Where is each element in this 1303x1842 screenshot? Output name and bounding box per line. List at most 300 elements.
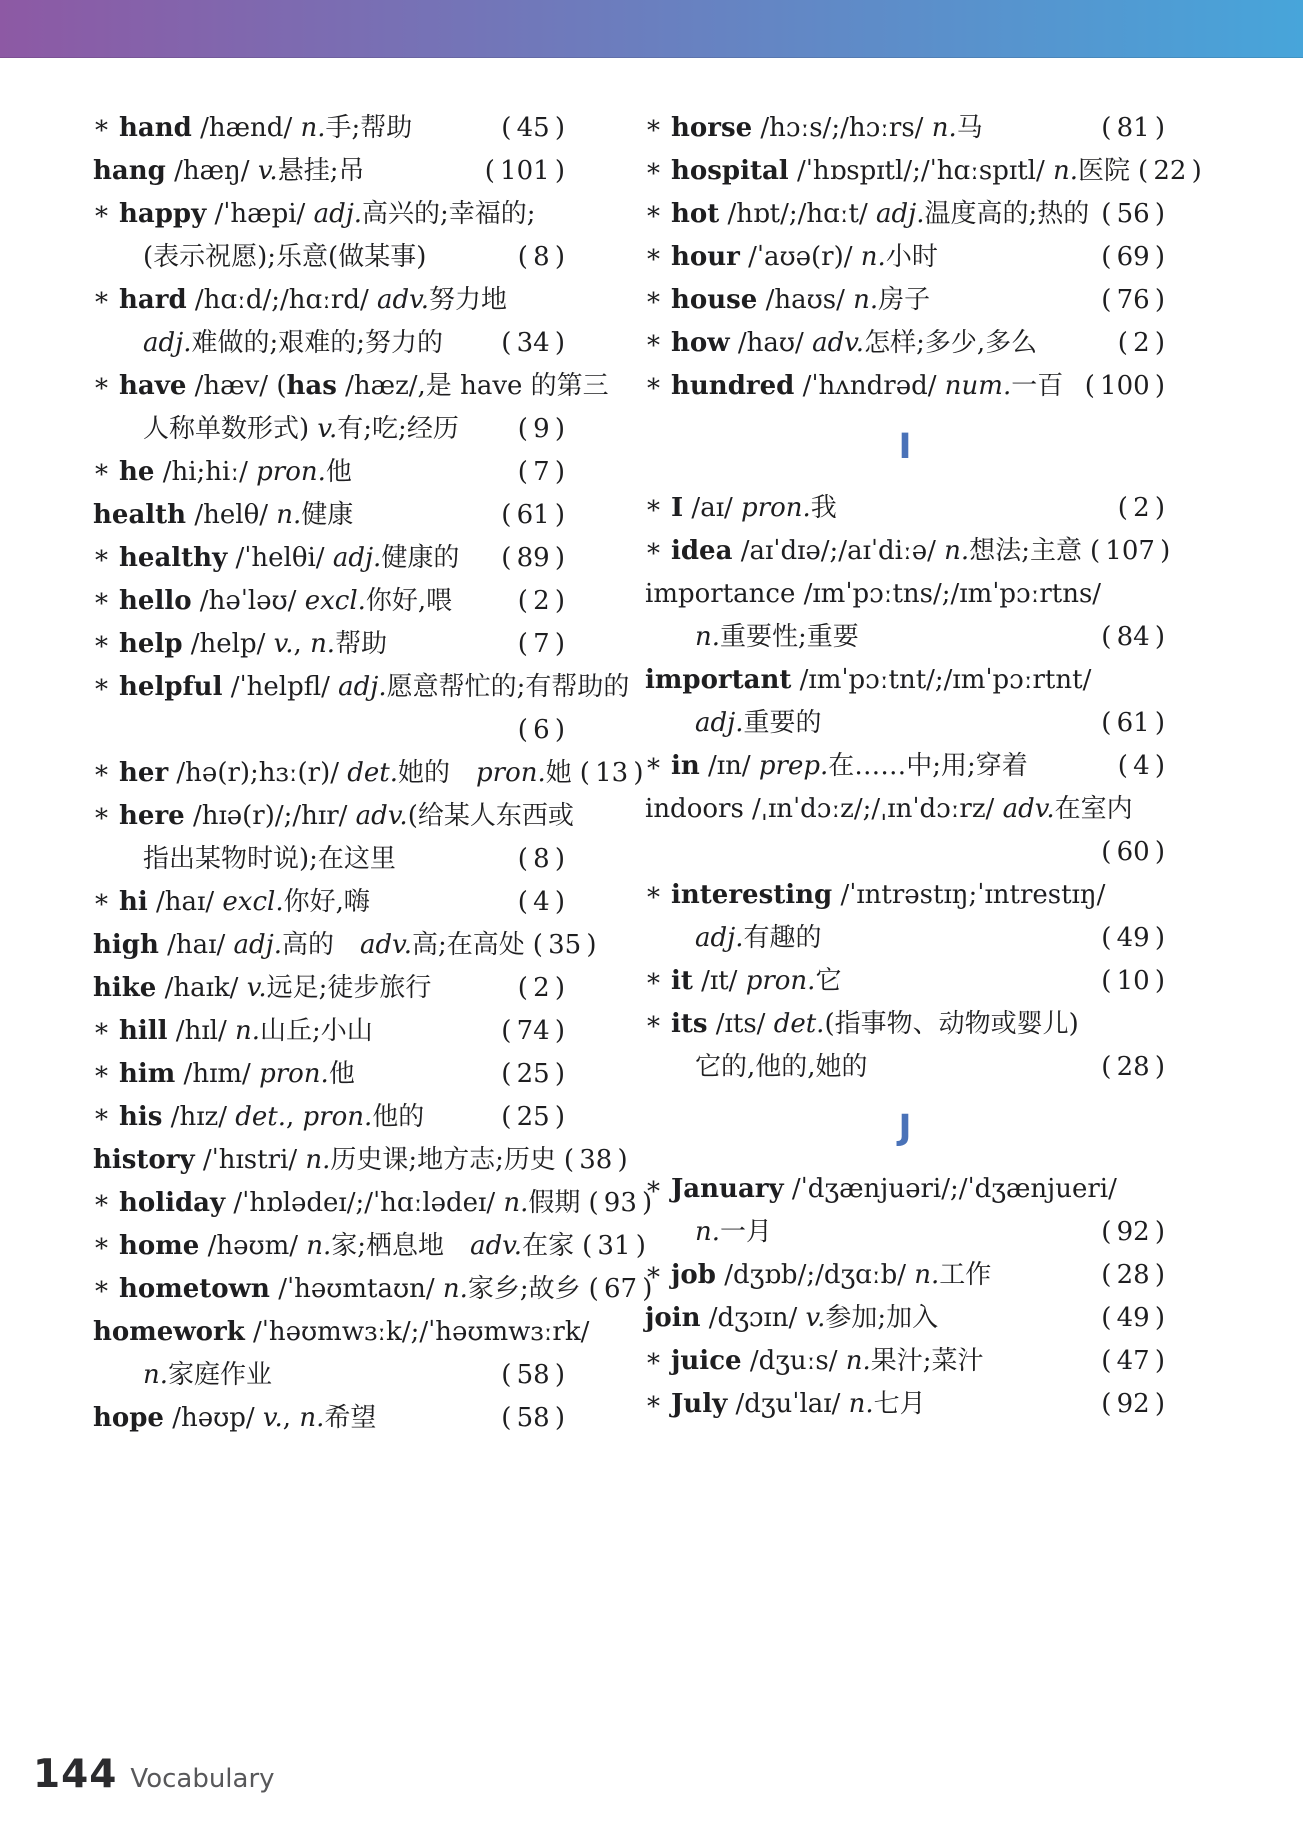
- entry-word: hi: [119, 887, 148, 917]
- entry-text: 它: [815, 966, 842, 996]
- pos-label: det.: [235, 1102, 286, 1132]
- pos-label: n.: [931, 113, 957, 143]
- entry-content: [143, 236, 426, 279]
- entry-text: /hæz/,是 have 的第三: [336, 371, 609, 401]
- pos-label: n.: [860, 242, 886, 272]
- entry-text: 难做的;艰难的;努力的: [191, 328, 444, 358]
- vocab-entry: [93, 752, 644, 795]
- entry-line: [93, 537, 565, 580]
- page-ref: ( 56 ): [1101, 199, 1165, 229]
- entry-text: /həʊp/: [163, 1403, 263, 1433]
- pos-label: num.: [944, 371, 1012, 401]
- entry-word: happy: [119, 199, 207, 229]
- page-ref: ( 61 ): [501, 500, 565, 530]
- entry-text: 悬挂;吊: [277, 156, 365, 186]
- page-ref: ( 4 ): [517, 887, 565, 917]
- entry-line: [93, 967, 565, 1010]
- entry-text: 高;在高处: [412, 930, 525, 960]
- entry-line: [93, 1397, 565, 1440]
- entry-text: 重要性;重要: [720, 622, 859, 652]
- pos-label: n.: [914, 1260, 940, 1290]
- entry-line: [645, 1046, 1165, 1089]
- vocab-entry: [93, 1010, 565, 1053]
- entry-text: /haɪ/: [147, 887, 223, 917]
- entry-content: [93, 1311, 589, 1354]
- entry-content: [645, 788, 1133, 831]
- entry-content: [93, 1053, 355, 1096]
- entry-text: 她: [545, 758, 572, 788]
- entry-content: [93, 795, 574, 838]
- entry-text: 小时: [885, 242, 938, 272]
- pos-label: adv.: [360, 930, 413, 960]
- entry-line: [93, 795, 574, 838]
- page-ref: ( 2 ): [1117, 328, 1165, 358]
- pos-label: adj.: [695, 923, 744, 953]
- entry-word: hometown: [119, 1274, 270, 1304]
- core-word-asterisk: *: [647, 1012, 660, 1043]
- entry-content: [93, 666, 629, 709]
- entry-content: [93, 752, 572, 795]
- entry-line: [93, 623, 565, 666]
- vocab-entry: [93, 150, 565, 193]
- vocab-entry: [645, 107, 1165, 150]
- entry-text: 手;帮助: [325, 113, 413, 143]
- core-word-asterisk: *: [95, 288, 108, 319]
- entry-text: /ˈhəʊmtaʊn/: [269, 1274, 443, 1304]
- core-word-asterisk: *: [647, 1392, 660, 1423]
- pos-label: n.: [234, 1016, 260, 1046]
- pos-label: adj.: [876, 199, 925, 229]
- entry-word: house: [671, 285, 758, 315]
- entry-text: 她的: [398, 758, 477, 788]
- entry-word: hard: [119, 285, 187, 315]
- entry-line: [645, 659, 1165, 702]
- page-ref: ( 13 ): [579, 758, 644, 788]
- entry-word: in: [671, 751, 700, 781]
- entry-text: 家庭作业: [168, 1360, 273, 1390]
- page-ref: ( 10 ): [1101, 966, 1165, 996]
- core-word-asterisk: *: [647, 539, 660, 570]
- entry-line: [93, 1053, 565, 1096]
- entry-line: [645, 1003, 1165, 1046]
- entry-text: /haɪ/: [158, 930, 234, 960]
- entry-text: 他: [325, 457, 352, 487]
- entry-content: [93, 967, 431, 1010]
- vocab-entry: [645, 530, 1171, 573]
- entry-word: homework: [93, 1317, 245, 1347]
- entry-word: job: [671, 1260, 716, 1290]
- entry-text: /ˈhelpfl/: [222, 672, 339, 702]
- page-ref: ( 76 ): [1101, 285, 1165, 315]
- vocab-entry: [645, 365, 1165, 408]
- pos-label: excl.: [222, 887, 284, 917]
- pos-label: n.: [853, 285, 879, 315]
- entry-content: [93, 537, 459, 580]
- entry-content: [93, 1397, 376, 1440]
- vocab-entry: [645, 279, 1165, 322]
- entry-line: [93, 236, 565, 279]
- entry-word: history: [93, 1145, 195, 1175]
- entry-content: [143, 408, 459, 451]
- vocab-entry: [645, 960, 1165, 1003]
- entry-text: 愿意帮忙的;有帮助的: [386, 672, 630, 702]
- entry-text: 我: [810, 493, 837, 523]
- entry-line: [93, 193, 565, 236]
- entry-text: 高兴的;幸福的;: [362, 199, 536, 229]
- entry-text: /dʒuːs/: [741, 1346, 846, 1376]
- entry-line: [645, 702, 1165, 745]
- entry-content: [143, 1354, 272, 1397]
- entry-line: [93, 1139, 628, 1182]
- page-ref: ( 107 ): [1089, 536, 1171, 566]
- pos-label: adv.: [355, 801, 408, 831]
- entry-text: /hɪz/: [162, 1102, 236, 1132]
- vocab-entry: [645, 659, 1165, 745]
- entry-text: 重要的: [743, 708, 822, 738]
- entry-content: [93, 881, 370, 924]
- entry-word: hundred: [671, 371, 795, 401]
- entry-text: /dʒɒb/;/dʒɑːb/: [715, 1260, 915, 1290]
- entry-line: [93, 1182, 653, 1225]
- entry-text: /hɔːs/;/hɔːrs/: [752, 113, 932, 143]
- entry-word: interesting: [671, 880, 833, 910]
- page-ref: ( 9 ): [517, 414, 565, 444]
- entry-content: [645, 745, 1028, 788]
- entry-line: [93, 107, 565, 150]
- entry-text: /haʊ/: [729, 328, 813, 358]
- entry-content: [645, 193, 1089, 236]
- vocab-entry: [645, 1297, 1165, 1340]
- entry-word: his: [119, 1102, 163, 1132]
- vocab-entry: [93, 1182, 653, 1225]
- pos-label: v.: [317, 414, 338, 444]
- page-ref: ( 31 ): [582, 1231, 646, 1261]
- vocab-entry: [645, 1383, 1165, 1426]
- entry-word: its: [671, 1009, 708, 1039]
- entry-content: [93, 1182, 580, 1225]
- page-ref: ( 101 ): [484, 156, 565, 186]
- entry-text: /ɪt/: [692, 966, 746, 996]
- core-word-asterisk: *: [95, 1234, 108, 1265]
- page-ref: ( 58 ): [501, 1360, 565, 1390]
- entry-text: 家乡;故乡: [467, 1274, 581, 1304]
- core-word-asterisk: *: [95, 1105, 108, 1136]
- entry-line: [93, 666, 630, 709]
- pos-label: adj.: [143, 328, 192, 358]
- entry-content: [645, 1383, 926, 1426]
- core-word-asterisk: *: [95, 546, 108, 577]
- entry-text: 健康: [301, 500, 354, 530]
- core-word-asterisk: *: [647, 1177, 660, 1208]
- entry-content: [645, 1168, 1117, 1211]
- pos-label: pron.: [745, 966, 816, 996]
- entry-text: 人称单数形式): [143, 414, 318, 444]
- entry-text: /ˈaʊə(r)/: [739, 242, 861, 272]
- entry-word: hang: [93, 156, 166, 186]
- entry-text: 果汁;菜汁: [870, 1346, 984, 1376]
- page-ref: ( 28 ): [1101, 1260, 1165, 1290]
- page-ref: ( 8 ): [517, 242, 565, 272]
- pos-label: n.: [300, 113, 326, 143]
- entry-word: high: [93, 930, 159, 960]
- entry-text: 医院: [1078, 156, 1131, 186]
- entry-content: [645, 530, 1082, 573]
- entry-text: 在室内: [1054, 794, 1133, 824]
- pos-label: n.: [305, 1145, 331, 1175]
- entry-word: home: [119, 1231, 200, 1261]
- page-ref: ( 28 ): [1101, 1052, 1165, 1082]
- pos-label: excl.: [304, 586, 366, 616]
- page-ref: ( 25 ): [501, 1059, 565, 1089]
- vocab-entry: [93, 365, 609, 451]
- entry-text: /həʊm/: [199, 1231, 307, 1261]
- entry-content: [695, 1046, 868, 1089]
- entry-text: /haɪk/: [156, 973, 247, 1003]
- entry-word: hand: [119, 113, 192, 143]
- pos-label: n.: [695, 1217, 721, 1247]
- entry-word: important: [645, 665, 792, 695]
- pos-label: prep.: [758, 751, 829, 781]
- entry-text: 高的: [281, 930, 360, 960]
- page-ref: ( 6 ): [517, 715, 565, 745]
- page-ref: ( 81 ): [1101, 113, 1165, 143]
- entry-text: 假期: [528, 1188, 581, 1218]
- entry-content: [645, 1297, 938, 1340]
- entry-text: /həˈləʊ/: [191, 586, 305, 616]
- vocab-entry: [645, 487, 1165, 530]
- entry-text: /haʊs/: [757, 285, 854, 315]
- page-ref: ( 67 ): [588, 1274, 653, 1304]
- entry-text: /hə(r);hɜː(r)/: [168, 758, 348, 788]
- entry-content: [93, 193, 536, 236]
- entry-line: [93, 1010, 565, 1053]
- entry-content: [645, 236, 938, 279]
- entry-content: [645, 1254, 991, 1297]
- entry-text: indoors /ˌɪnˈdɔːz/;/ˌɪnˈdɔːrz/: [645, 794, 1003, 824]
- vocab-entry: [93, 1096, 565, 1139]
- core-word-asterisk: *: [95, 202, 108, 233]
- pos-label: v.: [262, 1403, 283, 1433]
- entry-word: hello: [119, 586, 192, 616]
- core-word-asterisk: *: [95, 1277, 108, 1308]
- entry-content: [93, 1096, 424, 1139]
- entry-content: [93, 1268, 581, 1311]
- pos-label: n.: [310, 629, 336, 659]
- pos-label: v.: [246, 973, 267, 1003]
- core-word-asterisk: *: [647, 754, 660, 785]
- core-word-asterisk: *: [647, 116, 660, 147]
- entry-content: [93, 451, 352, 494]
- entry-text: /dʒɔɪn/: [700, 1303, 806, 1333]
- vocab-entry: [645, 874, 1165, 960]
- entry-line: [93, 322, 565, 365]
- entry-line: [93, 838, 565, 881]
- vocab-entry: [645, 1003, 1165, 1089]
- pos-label: det.: [347, 758, 399, 788]
- pos-label: pron.: [302, 1102, 373, 1132]
- page-ref: ( 2 ): [517, 973, 565, 1003]
- entry-word: here: [119, 801, 185, 831]
- page-ref: ( 45 ): [501, 113, 565, 143]
- core-word-asterisk: *: [647, 202, 660, 233]
- vocab-entry: [93, 1268, 653, 1311]
- entry-text: 一百: [1011, 371, 1064, 401]
- entry-text: /ˈɪntrəstɪŋ;ˈɪntrestɪŋ/: [832, 880, 1106, 910]
- entry-text: /ˈhəʊmwɜːk/;/ˈhəʊmwɜːrk/: [244, 1317, 590, 1347]
- entry-line: [93, 1225, 646, 1268]
- vocab-entry: [93, 580, 565, 623]
- entry-line: [645, 365, 1165, 408]
- pos-label: adj.: [332, 543, 382, 573]
- entry-line: [645, 1297, 1165, 1340]
- entry-line: [645, 960, 1165, 1003]
- pos-label: n.: [143, 1360, 169, 1390]
- vocab-entry: [93, 924, 597, 967]
- vocab-entry: [645, 150, 1202, 193]
- entry-line: [645, 1340, 1165, 1383]
- entry-text: /hænd/: [191, 113, 301, 143]
- page-ref: ( 22 ): [1138, 156, 1202, 186]
- vocab-entry: [645, 1168, 1165, 1254]
- entry-word: hot: [671, 199, 720, 229]
- vocab-entry: [93, 494, 565, 537]
- page-ref: ( 58 ): [501, 1403, 565, 1433]
- pos-label: n.: [695, 622, 721, 652]
- core-word-asterisk: *: [647, 159, 660, 190]
- entry-text: (指事物、动物或婴儿): [824, 1009, 1079, 1039]
- vocab-entry: [93, 1311, 590, 1397]
- vocab-entry: [93, 537, 565, 580]
- entry-text: 远足;徒步旅行: [266, 973, 432, 1003]
- core-word-asterisk: *: [95, 632, 108, 663]
- entry-word: hospital: [671, 156, 789, 186]
- entry-word: healthy: [119, 543, 228, 573]
- entry-text: 有;吃;经历: [337, 414, 459, 444]
- vocab-entry: [645, 1254, 1165, 1297]
- vocab-entry: [645, 745, 1165, 788]
- entry-text: 家;栖息地: [331, 1231, 471, 1261]
- pos-label: adv.: [1002, 794, 1055, 824]
- entry-text: /ˈhɒspɪtl/;/ˈhɑːspɪtl/: [788, 156, 1053, 186]
- vocab-entry: [93, 451, 565, 494]
- entry-content: [645, 1340, 984, 1383]
- entry-text: ,: [282, 1403, 300, 1433]
- entry-line: [645, 1254, 1165, 1297]
- page-ref: ( 100 ): [1084, 371, 1165, 401]
- pos-label: n.: [845, 1346, 871, 1376]
- entry-line: [93, 365, 609, 408]
- vocab-entry: [93, 967, 565, 1010]
- entry-text: 有趣的: [743, 923, 822, 953]
- entry-line: [93, 451, 565, 494]
- pos-label: adv.: [376, 285, 429, 315]
- page-ref: ( 7 ): [517, 629, 565, 659]
- vocab-entry: [93, 1397, 565, 1440]
- core-word-asterisk: *: [95, 675, 108, 706]
- pos-label: v.: [257, 156, 278, 186]
- entry-text: 房子: [878, 285, 931, 315]
- entry-content: [93, 1010, 373, 1053]
- core-word-asterisk: *: [95, 890, 108, 921]
- page-ref: ( 92 ): [1101, 1389, 1165, 1419]
- entry-content: [93, 365, 609, 408]
- section-heading-I: I: [898, 427, 912, 467]
- section-heading-J: J: [898, 1108, 912, 1148]
- entry-word: it: [671, 966, 693, 996]
- entry-text: /hɪl/: [167, 1016, 235, 1046]
- entry-line: [645, 487, 1165, 530]
- vocab-entry: [93, 1139, 628, 1182]
- entry-word: have: [119, 371, 187, 401]
- vocab-entry: [93, 107, 565, 150]
- entry-text: /ˈdʒænjuəri/;/ˈdʒænjueri/: [783, 1174, 1117, 1204]
- entry-text: /ɪts/: [707, 1009, 774, 1039]
- entry-word: juice: [671, 1346, 742, 1376]
- pos-label: pron.: [259, 1059, 329, 1089]
- entry-text: 他的: [372, 1102, 425, 1132]
- entry-text: 参加;加入: [825, 1303, 939, 1333]
- page-number: 144: [33, 1752, 118, 1797]
- entry-text: importance /ɪmˈpɔːtns/;/ɪmˈpɔːrtns/: [645, 579, 1102, 609]
- entry-content: [645, 279, 930, 322]
- entry-line: [93, 1096, 565, 1139]
- pos-label: n.: [306, 1231, 332, 1261]
- entry-line: [93, 1268, 653, 1311]
- entry-word: how: [671, 328, 730, 358]
- entry-text: /hi;hiː/: [154, 457, 257, 487]
- entry-content: [645, 107, 983, 150]
- page-footer: [33, 1752, 275, 1797]
- entry-line: [645, 616, 1165, 659]
- pos-label: n.: [442, 1274, 468, 1304]
- pos-label: pron.: [741, 493, 811, 523]
- entry-line: [645, 1211, 1165, 1254]
- entry-line: [93, 580, 565, 623]
- core-word-asterisk: *: [647, 331, 660, 362]
- entry-line: [645, 917, 1165, 960]
- entry-word: hour: [671, 242, 740, 272]
- pos-label: adj.: [313, 199, 363, 229]
- entry-text: 工作: [939, 1260, 992, 1290]
- vocab-entry: [645, 573, 1165, 659]
- page-ref: ( 89 ): [501, 543, 565, 573]
- entry-word: he: [119, 457, 155, 487]
- entry-content: [695, 1211, 772, 1254]
- entry-text: 它的,他的,她的: [695, 1052, 868, 1082]
- entry-text: /helθ/: [186, 500, 277, 530]
- entry-word: I: [671, 493, 684, 523]
- entry-line: [93, 752, 644, 795]
- entry-word: January: [671, 1174, 784, 1204]
- entry-line: [645, 150, 1202, 193]
- entry-text: (给某人东西或: [407, 801, 574, 831]
- pos-label: pron.: [256, 457, 326, 487]
- pos-label: n.: [944, 536, 970, 566]
- vocab-column-left: [93, 107, 653, 1440]
- entry-text: 你好,喂: [365, 586, 453, 616]
- entry-text: 在家: [522, 1231, 575, 1261]
- entry-word: her: [119, 758, 169, 788]
- entry-content: [93, 1225, 574, 1268]
- entry-line: [93, 494, 565, 537]
- page-ref: ( 69 ): [1101, 242, 1165, 272]
- entry-line: [645, 530, 1171, 573]
- entry-content: [695, 616, 859, 659]
- entry-content: [93, 623, 387, 666]
- page-ref: ( 7 ): [517, 457, 565, 487]
- pos-label: n.: [299, 1403, 325, 1433]
- core-word-asterisk: *: [95, 589, 108, 620]
